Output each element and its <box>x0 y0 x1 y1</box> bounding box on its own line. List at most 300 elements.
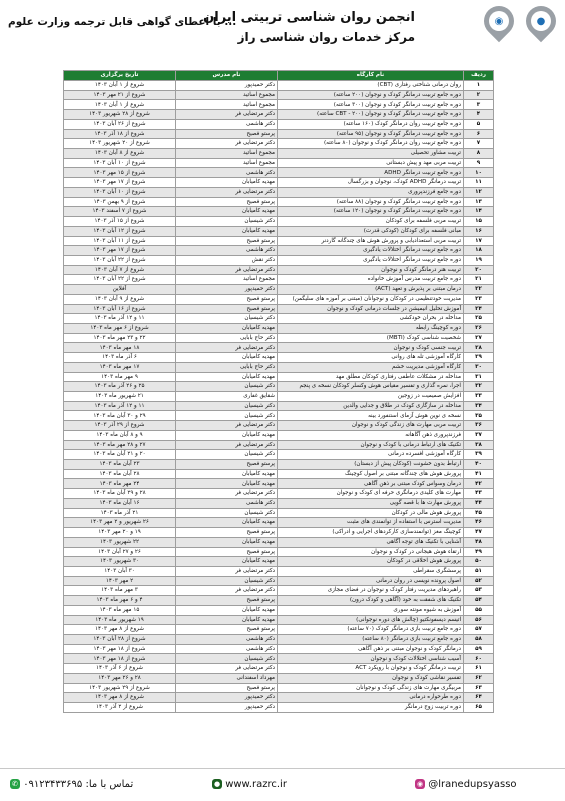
table-row <box>64 528 494 538</box>
workshop-name: آموزش تحلیل انیمیشن در جلسات درمانی کودک و نوجوان <box>278 304 464 314</box>
row-number: ۳۵ <box>464 411 494 421</box>
row-number: ۵۲ <box>464 576 494 586</box>
table-row <box>64 498 494 508</box>
table-row <box>64 440 494 450</box>
row-number: ۵۷ <box>464 625 494 635</box>
workshop-date: شروع از ۱۸ آذر ۱۴۰۳ <box>64 129 176 139</box>
instructor-name: مهدیه کامیابان <box>176 605 278 615</box>
workshop-name: درمان مبتنی بر پذیرش و تعهد (ACT) <box>278 285 464 295</box>
instructor-name: پرستو فصیح <box>176 596 278 606</box>
header-instructor: نام مدرس <box>176 71 278 81</box>
row-number: ۵۵ <box>464 605 494 615</box>
instructor-name: دکتر شیسیان <box>176 508 278 518</box>
workshop-name: مداخله در بحران خودکشی <box>278 314 464 324</box>
row-number: ۲۸ <box>464 343 494 353</box>
instructor-name: مهدیه کامیابان <box>176 323 278 333</box>
instructor-name: دکتر مرتضایی فر <box>176 586 278 596</box>
workshop-name: افزایش صمیمیت در زوجین <box>278 392 464 402</box>
table-row <box>64 605 494 615</box>
workshop-date: شروع از ۲۰ شهریور ۱۴۰۳ <box>64 139 176 149</box>
table-row <box>64 392 494 402</box>
row-number: ۳۳ <box>464 392 494 402</box>
workshop-date: شروع از ۲۸ آبان ۱۴۰۳ <box>64 634 176 644</box>
workshop-name: تربیت جنسی کودک و نوجوان <box>278 343 464 353</box>
table-row <box>64 158 494 168</box>
workshop-date: شروع از ۸ مهر ۱۴۰۳ <box>64 693 176 703</box>
instagram-text[interactable]: @lranedupsyasso <box>428 779 517 790</box>
instructor-name: دکتر هاشمی <box>176 634 278 644</box>
workshop-date: ۲۳ آبان ماه ۱۴۰۳ <box>64 460 176 470</box>
workshop-name: پرورش هوش های چندگانه مبتنی بر اصول کوچینگ <box>278 469 464 479</box>
workshop-date: شروع از ۲۲ آبان ۱۴۰۳ <box>64 275 176 285</box>
instructor-name: مهدیه کامیابان <box>176 430 278 440</box>
workshop-date: ۱۵ مهر ماه ۱۴۰۳ <box>64 605 176 615</box>
workshop-date: ۲۴ مهر ماه ۱۴۰۳ <box>64 479 176 489</box>
certificate-note: ... با اعطای گواهی قابل ترجمه وزارت علوم <box>8 16 237 28</box>
table-row <box>64 372 494 382</box>
instructor-name: مهدیه کامیابان <box>176 518 278 528</box>
workshop-name: دوره جامع تربیت درمانگر اختلالات یادگیری <box>278 246 464 256</box>
workshop-name: دوره جامع تربیت روان درمانگر کودک (۱۶۰ ساعته) <box>278 119 464 129</box>
workshop-date: ۴ و ۶ مهر ماه ۱۴۰۳ <box>64 596 176 606</box>
row-number: ۶ <box>464 129 494 139</box>
table-row <box>64 255 494 265</box>
table-row <box>64 129 494 139</box>
row-number: ۱۱ <box>464 178 494 188</box>
workshop-date: ۱۷ مهر ماه ۱۴۰۳ <box>64 362 176 372</box>
table-body <box>64 81 494 713</box>
row-number: ۲۴ <box>464 304 494 314</box>
table-row <box>64 168 494 178</box>
table-row <box>64 450 494 460</box>
page-footer <box>0 768 565 801</box>
instructor-name: دکتر مرتضایی فر <box>176 421 278 431</box>
workshop-date: ۱۸ مهر ماه ۱۴۰۳ <box>64 343 176 353</box>
phone-icon: ✆ <box>10 779 20 789</box>
instructor-name: مجموع اساتید <box>176 158 278 168</box>
instructor-name: مهدیه کامیابان <box>176 615 278 625</box>
workshop-date: ۳۰ آبان ۱۴۰۳ <box>64 566 176 576</box>
instructor-name: دکتر شیسیان <box>176 411 278 421</box>
instructor-name: دکتر مرتضایی فر <box>176 343 278 353</box>
table-row <box>64 81 494 91</box>
row-number: ۶۲ <box>464 673 494 683</box>
instructor-name: مهرداد اسفندانی <box>176 673 278 683</box>
workshop-name: اتیسم دیسفونکتیو (چالش های دوره نوجوانی) <box>278 615 464 625</box>
workshop-name: تکنیک های ارتباط درمانی با کودک و نوجوان <box>278 440 464 450</box>
workshop-name: شخصیت شناسی کودک (MBTI) <box>278 333 464 343</box>
row-number: ۵۴ <box>464 596 494 606</box>
workshop-date: شروع از ۶ مهر ماه ۱۴۰۳ <box>64 323 176 333</box>
row-number: ۳۰ <box>464 362 494 372</box>
workshop-date: شروع از ۱۸ مهر ۱۴۰۳ <box>64 654 176 664</box>
row-number: ۱۹ <box>464 255 494 265</box>
row-number: ۶۳ <box>464 683 494 693</box>
row-number: ۱۲ <box>464 187 494 197</box>
workshop-name: مهارت های کلیدی درمانگری حرفه ای کودک و نوجوان <box>278 489 464 499</box>
instructor-name: دکتر شیسیان <box>176 450 278 460</box>
workshop-name: دوره جامع تربیت درمانگر کودک و نوجوان (۳۰۰ ساعته) <box>278 100 464 110</box>
book-icon: ● <box>531 11 551 31</box>
instructor-name: مجموع اساتید <box>176 100 278 110</box>
instructor-name: دکتر شیسیان <box>176 576 278 586</box>
table-row <box>64 625 494 635</box>
workshop-date: ۲۸ و ۲۶ مهر ۱۴۰۳ <box>64 673 176 683</box>
instructor-name: دکتر حمیدپور <box>176 285 278 295</box>
table-row <box>64 265 494 275</box>
table-row <box>64 644 494 654</box>
workshop-name: دوره جامع تربیت بازی درمانگر (۸۰ ساعته) <box>278 634 464 644</box>
row-number: ۷ <box>464 139 494 149</box>
association-logo <box>523 4 559 52</box>
table-row <box>64 401 494 411</box>
workshop-date: ۲۶ و ۲۷ آبان ۱۴۰۳ <box>64 547 176 557</box>
instagram-link[interactable] <box>415 779 517 790</box>
table-row <box>64 343 494 353</box>
website-text[interactable]: www.razrc.ir <box>225 779 287 790</box>
row-number: ۶۱ <box>464 664 494 674</box>
table-row <box>64 460 494 470</box>
instructor-name: مهدیه کامیابان <box>176 353 278 363</box>
instructor-name: دکتر مرتضایی فر <box>176 489 278 499</box>
row-number: ۵۰ <box>464 557 494 567</box>
workshop-date: ۲۸ و ۲۹ آبان ماه ۱۴۰۳ <box>64 489 176 499</box>
row-number: ۱۴ <box>464 207 494 217</box>
instructor-name: دکتر هاشمی <box>176 644 278 654</box>
row-number: ۱۷ <box>464 236 494 246</box>
workshop-date: شروع از ۱۷ مهر ۱۴۰۳ <box>64 246 176 256</box>
workshop-date: شروع از ۹ بهمن ۱۴۰۳ <box>64 197 176 207</box>
workshop-name: تربیت هنر درمانگر کودک و نوجوان <box>278 265 464 275</box>
instructor-name: مهدیه کامیابان <box>176 537 278 547</box>
row-number: ۳۷ <box>464 430 494 440</box>
row-number: ۴۵ <box>464 508 494 518</box>
instructor-name: مهدیه کامیابان <box>176 207 278 217</box>
instructor-name: پرستو فصیح <box>176 625 278 635</box>
instructor-name: دکتر شیسیان <box>176 401 278 411</box>
instructor-name: دکتر مرتضایی فر <box>176 139 278 149</box>
instructor-name: پرستو فصیح <box>176 683 278 693</box>
table-row <box>64 207 494 217</box>
instructor-name: پرستو فصیح <box>176 197 278 207</box>
row-number: ۵۶ <box>464 615 494 625</box>
table-row <box>64 615 494 625</box>
table-row <box>64 304 494 314</box>
table-row <box>64 197 494 207</box>
row-number: ۱۵ <box>464 217 494 227</box>
workshop-date: آفلاین <box>64 285 176 295</box>
workshop-date: ۱۹ شهریور ماه ۱۴۰۳ <box>64 615 176 625</box>
instructor-name: دکتر مرتضایی فر <box>176 187 278 197</box>
instructor-name: دکتر مرتضایی فر <box>176 664 278 674</box>
row-number: ۵۸ <box>464 634 494 644</box>
workshop-date: ۳ مهر ماه ۱۴۰۳ <box>64 586 176 596</box>
workshop-name: درمان وسواس کودک مبتنی بر ذهن آگاهی <box>278 479 464 489</box>
workshop-date: شروع از ۱ آبان ۱۴۰۳ <box>64 81 176 91</box>
workshop-date: شروع از ۶ آذر ۱۴۰۳ <box>64 664 176 674</box>
row-number: ۴۶ <box>464 518 494 528</box>
workshop-name: تکنیک های شفقت به خود (آگاهی و کودک درون) <box>278 596 464 606</box>
workshop-name: پرسشگری سقراطی <box>278 566 464 576</box>
workshop-date: شروع از ۱ آبان ۱۴۰۳ <box>64 100 176 110</box>
table-row <box>64 90 494 100</box>
association-title: انجمن روان شناسی تربیتی ایران <box>203 10 415 25</box>
row-number: ۴ <box>464 110 494 120</box>
page-header <box>0 0 565 62</box>
row-number: ۳۴ <box>464 401 494 411</box>
workshop-name: دوره جامع فرزندپروری <box>278 187 464 197</box>
row-number: ۲۳ <box>464 294 494 304</box>
workshop-date: شروع از ۸ آبان ۱۴۰۳ <box>64 149 176 159</box>
workshop-date: ۱۹ و ۲۰ مهر ۱۴۰۳ <box>64 528 176 538</box>
center-title: مرکز خدمات روان شناسی راز <box>237 30 415 44</box>
workshop-date: شروع از ۸ مهر ۱۴۰۳ <box>64 625 176 635</box>
table-row <box>64 693 494 703</box>
phone-text: تماس با ما: ۰۹۱۲۳۴۳۳۶۹۵ <box>23 779 134 790</box>
workshop-name: تربیت مربی فلسفه برای کودکان <box>278 217 464 227</box>
workshop-date: شروع از ۱۷ مهر ۱۴۰۳ <box>64 178 176 188</box>
workshop-name: آموزش به شیوه مونته سوری <box>278 605 464 615</box>
table-row <box>64 508 494 518</box>
row-number: ۲۲ <box>464 285 494 295</box>
table-row <box>64 489 494 499</box>
table-row <box>64 634 494 644</box>
row-number: ۲۶ <box>464 323 494 333</box>
instructor-name: دکتر مرتضایی فر <box>176 265 278 275</box>
workshop-name: تربیت مربی استعدادیابی و پرورش هوش های چندگانه گاردنر <box>278 236 464 246</box>
workshop-date: ۹ و ۸ آبان ماه ۱۴۰۳ <box>64 430 176 440</box>
table-row <box>64 110 494 120</box>
instructor-name: دکتر هاشمی <box>176 498 278 508</box>
row-number: ۵۱ <box>464 566 494 576</box>
workshop-name: نسخه ی نوین هوش آزمای استنفورد بینه <box>278 411 464 421</box>
workshop-name: کارگاه آموزشی افسرده درمانی <box>278 450 464 460</box>
workshop-date: شروع از ۲۱ مهر ۱۴۰۳ <box>64 90 176 100</box>
instructor-name: مجموع اساتید <box>176 149 278 159</box>
workshop-date: شروع از ۲ آذر ۱۴۰۳ <box>64 703 176 713</box>
workshop-name: تفسیر نقاشی کودک و نوجوان <box>278 673 464 683</box>
row-number: ۳۲ <box>464 382 494 392</box>
table-row <box>64 333 494 343</box>
workshop-name: پرورش مهارت ها با قصه گویی <box>278 498 464 508</box>
row-number: ۴۹ <box>464 547 494 557</box>
workshop-date: ۲۵ و ۲۶ آذر ماه ۱۴۰۳ <box>64 382 176 392</box>
instructor-name: پرستو فصیح <box>176 460 278 470</box>
workshop-name: کارگاه آموزشی مدیریت خشم <box>278 362 464 372</box>
instructor-name: دکتر مرتضایی فر <box>176 110 278 120</box>
table-row <box>64 100 494 110</box>
workshop-date: ۲۲ و ۲۳ مهر ماه ۱۴۰۳ <box>64 333 176 343</box>
workshop-name: دوره جامع تربیت بازی درمانگر کودک (۷۰ ساعته) <box>278 625 464 635</box>
row-number: ۳۱ <box>464 372 494 382</box>
instructor-name: دکتر حمیدپور <box>176 81 278 91</box>
workshop-date: ۳۰ شهریور ۱۴۰۳ <box>64 557 176 567</box>
instructor-name: مهدیه کامیابان <box>176 372 278 382</box>
workshop-date: شروع از ۲۲ آبان ۱۴۰۳ <box>64 255 176 265</box>
table-row <box>64 353 494 363</box>
instructor-name: پرستو فصیح <box>176 236 278 246</box>
row-number: ۱۰ <box>464 168 494 178</box>
table-row <box>64 596 494 606</box>
table-row <box>64 139 494 149</box>
workshop-name: مدیریت خودتنظیمی در کودکان و نوجوانان (مبتنی بر آموزه های سلیگمن) <box>278 294 464 304</box>
row-number: ۶۵ <box>464 703 494 713</box>
head-icon: ◉ <box>489 11 509 31</box>
workshop-date: شروع از ۹ آبان ۱۴۰۳ <box>64 294 176 304</box>
workshop-date: شروع از ۱۲ آبان ۱۴۰۳ <box>64 226 176 236</box>
row-number: ۵۳ <box>464 586 494 596</box>
table-row <box>64 537 494 547</box>
workshop-name: ارتقاء هوش هیجانی در کودک و نوجوان <box>278 547 464 557</box>
table-row <box>64 314 494 324</box>
table-row <box>64 557 494 567</box>
workshop-date: شروع از ۲۸ شهریور ۱۴۰۳ <box>64 110 176 120</box>
row-number: ۴۴ <box>464 498 494 508</box>
workshop-date: ۱۶ آبان ماه ۱۴۰۳ <box>64 498 176 508</box>
table-row <box>64 236 494 246</box>
row-number: ۳۹ <box>464 450 494 460</box>
workshop-date: ۶ آذر ماه ۱۴۰۳ <box>64 353 176 363</box>
instructor-name: دکتر شیسیان <box>176 314 278 324</box>
workshop-date: ۲۲ شهریور ۱۴۰۳ <box>64 537 176 547</box>
header-date: تاریخ برگزاری <box>64 71 176 81</box>
instructor-name: دکتر حاج بابایی <box>176 362 278 372</box>
row-number: ۲ <box>464 90 494 100</box>
row-number: ۲۱ <box>464 275 494 285</box>
table-row <box>64 683 494 693</box>
instructor-name: دکتر شیسیان <box>176 654 278 664</box>
row-number: ۳۸ <box>464 440 494 450</box>
workshop-date: ۲۰ و ۲۱ آبان ماه ۱۴۰۳ <box>64 450 176 460</box>
header-num: ردیف <box>464 71 494 81</box>
row-number: ۴۱ <box>464 469 494 479</box>
workshop-name: دوره کوچینگ رابطه <box>278 323 464 333</box>
row-number: ۵۹ <box>464 644 494 654</box>
row-number: ۲۷ <box>464 333 494 343</box>
workshop-name: دوره جامع تربیت درمانگر کودک و نوجوان (۹۵ ساعته) <box>278 129 464 139</box>
workshop-date: ۱۱ و ۱۲ آذر ماه ۱۴۰۳ <box>64 401 176 411</box>
instructor-name: مهدیه کامیابان <box>176 178 278 188</box>
table-header-row <box>64 71 494 81</box>
table-row <box>64 654 494 664</box>
instructor-name: مجموع اساتید <box>176 90 278 100</box>
instructor-name: مهدیه کامیابان <box>176 226 278 236</box>
row-number: ۵ <box>464 119 494 129</box>
table-row <box>64 119 494 129</box>
instructor-name: پرستو فصیح <box>176 547 278 557</box>
instructor-name: مهدیه کامیابان <box>176 479 278 489</box>
table-row <box>64 382 494 392</box>
instructor-name: پرستو فصیح <box>176 294 278 304</box>
row-number: ۴۰ <box>464 460 494 470</box>
instructor-name: دکتر شیسیان <box>176 217 278 227</box>
row-number: ۴۳ <box>464 489 494 499</box>
workshop-schedule-table <box>63 70 494 713</box>
table-row <box>64 294 494 304</box>
table-row <box>64 226 494 236</box>
workshop-name: کوچینگ مغز (توانمندسازی کارکردهای اجرایی و ادراکی) <box>278 528 464 538</box>
table-row <box>64 576 494 586</box>
workshop-date: ۲۶ شهریور و ۲ مهر ۱۴۰۳ <box>64 518 176 528</box>
instructor-name: دکتر حمیدپور <box>176 693 278 703</box>
instructor-name: دکتر شیسیان <box>176 382 278 392</box>
workshop-date: ۲۸ آبان ماه ۱۴۰۳ <box>64 469 176 479</box>
table-row <box>64 479 494 489</box>
workshop-date: شروع از ۱۵ مهر ۱۴۰۳ <box>64 168 176 178</box>
workshop-name: مدیریت استرس با استفاده از توانمندی های مثبت <box>278 518 464 528</box>
instructor-name: دکتر مرتضایی فر <box>176 440 278 450</box>
instagram-icon: ◉ <box>416 780 424 788</box>
instructor-name: مجموع اساتید <box>176 275 278 285</box>
workshop-date: شروع از ۱۰ آبان ۱۴۰۳ <box>64 158 176 168</box>
instructor-name: دکتر حاج بابایی <box>176 333 278 343</box>
workshop-date: شروع از ۱۸ مهر ۱۴۰۳ <box>64 644 176 654</box>
table-row <box>64 547 494 557</box>
table-row <box>64 149 494 159</box>
workshop-date: ۲ مهر ۱۴۰۳ <box>64 576 176 586</box>
workshop-name: دوره جامع تربیت درمانگر کودک و نوجوان (۱۲۰ ساعته) <box>278 207 464 217</box>
workshop-name: دوره جامع تربیت درمانگر کودک و نوجوان (CBT - ۲۰۰ ساعته) <box>278 110 464 120</box>
workshop-name: اجرا، نمره گذاری و تفسیر مقیاس هوش وکسلر کودکان نسخه ی پنجم <box>278 382 464 392</box>
row-number: ۴۲ <box>464 479 494 489</box>
instructor-name: دکتر نقش <box>176 255 278 265</box>
table-row <box>64 703 494 713</box>
workshop-name: دوره جامع تربیت درمانگر کودک و نوجوان (۸۸ ساعته) <box>278 197 464 207</box>
workshop-date: شروع از ۱۰ آبان ۱۴۰۳ <box>64 187 176 197</box>
workshop-name: اصول پرونده نویسی در روان درمانی <box>278 576 464 586</box>
row-number: ۱ <box>464 81 494 91</box>
instructor-name: پرستو فصیح <box>176 129 278 139</box>
table-row <box>64 275 494 285</box>
row-number: ۱۸ <box>464 246 494 256</box>
row-number: ۹ <box>464 158 494 168</box>
table-row <box>64 285 494 295</box>
instructor-name: دکتر هاشمی <box>176 168 278 178</box>
workshop-name: آسیب شناسی اختلالات کودک و نوجوان <box>278 654 464 664</box>
workshop-date: ۲۹ و ۳۰ آبان ماه ۱۴۰۳ <box>64 411 176 421</box>
row-number: ۴۸ <box>464 537 494 547</box>
table-row <box>64 664 494 674</box>
table-row <box>64 673 494 683</box>
row-number: ۶۴ <box>464 693 494 703</box>
row-number: ۴۷ <box>464 528 494 538</box>
workshop-date: شروع از ۱۶ آبان ۱۴۰۳ <box>64 304 176 314</box>
workshop-date: شروع از ۷ اسفند ۱۴۰۳ <box>64 207 176 217</box>
workshop-name: دوره جامع تربیت روان درمانگر کودک و نوجوان (۸۰ ساعته) <box>278 139 464 149</box>
instructor-name: دکتر حمیدپور <box>176 703 278 713</box>
table-row <box>64 411 494 421</box>
instructor-name: مهدیه کامیابان <box>176 557 278 567</box>
instructor-name: مهدیه کامیابان <box>176 469 278 479</box>
table-row <box>64 362 494 372</box>
website-link[interactable] <box>212 779 287 790</box>
workshop-name: مداخله در سازگاری کودک در طلاق و جدایی والدین <box>278 401 464 411</box>
instructor-name: دکتر مرتضایی فر <box>176 566 278 576</box>
workshop-name: تربیت مربی مهارت های زندگی کودک و نوجوان <box>278 421 464 431</box>
workshop-date: ۲۱ شهریور ماه ۱۴۰۳ <box>64 392 176 402</box>
instructor-name: پرستو فصیح <box>176 528 278 538</box>
workshop-date: شروع از ۲۹ شهریور ۱۴۰۳ <box>64 683 176 693</box>
table-row <box>64 323 494 333</box>
header-workshop: نام کارگاه <box>278 71 464 81</box>
row-number: ۲۵ <box>464 314 494 324</box>
row-number: ۲۹ <box>464 353 494 363</box>
row-number: ۲۰ <box>464 265 494 275</box>
table-row <box>64 217 494 227</box>
row-number: ۳ <box>464 100 494 110</box>
workshop-name: تربیت درمانگر کودک و نوجوان با رویکرد ACT <box>278 664 464 674</box>
workshop-date: ۲۷ و ۲۸ مهر ماه ۱۴۰۳ <box>64 440 176 450</box>
